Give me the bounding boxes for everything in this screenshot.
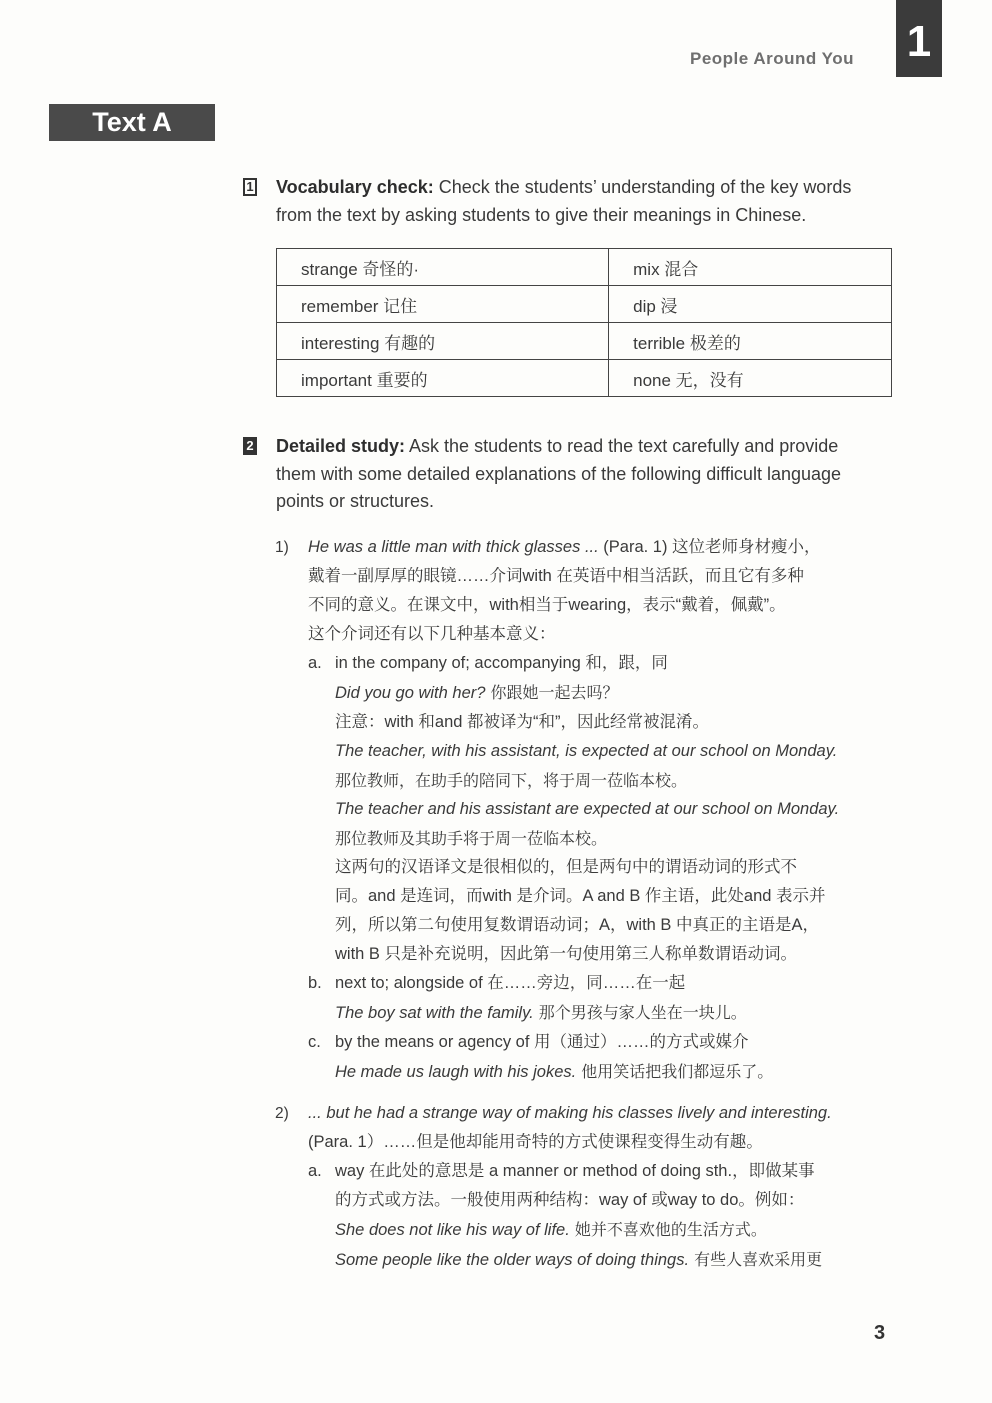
- sub-point-a: [308, 649, 895, 969]
- text-line: 这个介词还有以下几种基本意义：: [308, 625, 556, 643]
- text-line: [335, 678, 895, 708]
- text-line: with B 只是补充说明，因此第一句使用第三人称单数谓语动词。: [335, 945, 798, 963]
- text-line: in the company of; accompanying 和，跟，同: [335, 654, 668, 672]
- sub-point-a: [308, 1157, 895, 1275]
- text-line: 同。and 是连词，而with 是介词。A and B 作主语，此处and 表示并: [335, 887, 826, 905]
- table-row: [277, 286, 892, 323]
- text-line: 列，所以第二句使用复数谓语动词；A，with B 中真正的主语是A，: [335, 916, 820, 934]
- example-en: Some people like the older ways of doing things.: [335, 1251, 690, 1269]
- text-line: [335, 1245, 895, 1275]
- text-line: [335, 795, 895, 824]
- study-point-1: [275, 533, 895, 1087]
- example-en: The boy sat with the family.: [335, 1004, 534, 1022]
- sub-letter: c.: [308, 1033, 321, 1051]
- text-line: [335, 737, 895, 766]
- text-line: 那位教师及其助手将于周一莅临本校。: [335, 829, 608, 848]
- table-cell: terrible 极差的: [609, 323, 892, 360]
- task-vocabulary-check: [243, 174, 893, 229]
- text-line: way 在此处的意思是 a manner or method of doing sth.，即做某事: [335, 1162, 815, 1180]
- text-line: (Para. 1）……但是他却能用奇特的方式使课程变得生动有趣。: [308, 1133, 763, 1151]
- task-line: [276, 433, 893, 461]
- task-number-box: 2: [243, 437, 257, 455]
- point-number: 2): [275, 1105, 289, 1122]
- task-heading: Vocabulary check:: [276, 177, 434, 197]
- example-en: Did you go with her?: [335, 684, 486, 702]
- text-line: 这两句的汉语译文是很相似的，但是两句中的谓语动词的形式不: [335, 858, 797, 876]
- table-cell: remember 记住: [277, 286, 609, 323]
- running-title: People Around You: [690, 49, 855, 68]
- sub-letter: b.: [308, 974, 322, 992]
- text-line: 那位教师，在助手的陪同下，将于周一莅临本校。: [335, 771, 688, 790]
- task-line: from the text by asking students to give their meanings in Chinese.: [276, 204, 807, 225]
- task-detailed-study: [243, 433, 893, 516]
- text-line: 不同的意义。在课文中，with相当于wearing，表示“戴着，佩戴”。: [308, 596, 786, 614]
- text-line: [335, 1057, 895, 1087]
- task-text: Check the students’ understanding of the key words: [433, 177, 852, 197]
- study-point-2: [275, 1099, 895, 1275]
- table-row: [277, 323, 892, 360]
- table-row: [277, 249, 892, 286]
- text-line: [308, 1099, 895, 1128]
- text-line: [335, 998, 895, 1028]
- task-line: points or structures.: [276, 491, 435, 511]
- sub-point-c: [308, 1028, 895, 1087]
- task-number-box: 1: [243, 178, 257, 196]
- table-cell: interesting 有趣的: [277, 323, 609, 360]
- table-cell: dip 浸: [609, 286, 892, 323]
- task-line: them with some detailed explanations of the following difficult language: [276, 463, 842, 484]
- example-en: He made us laugh with his jokes.: [335, 1063, 577, 1081]
- text: (Para. 1) 这位老师身材瘦小，: [598, 538, 821, 556]
- task-text: Ask the students to read the text carefully and provide: [405, 436, 839, 456]
- example-zh: 那个男孩与家人坐在一块儿。: [533, 1003, 747, 1022]
- example-en: She does not like his way of life.: [335, 1221, 570, 1239]
- example-en: The teacher and his assistant are expected at our school on Monday.: [335, 800, 840, 818]
- example-en: The teacher, with his assistant, is expected at our school on Monday.: [335, 742, 838, 760]
- text-line: 的方式或方法。一般使用两种结构：way of 或way to do。例如：: [335, 1191, 805, 1209]
- example-zh: 有些人喜欢采用更: [689, 1250, 823, 1269]
- unit-number-tab: 1: [896, 0, 942, 77]
- example-zh: 你跟她一起去吗？: [485, 683, 619, 702]
- table-cell: mix 混合: [609, 249, 892, 286]
- sub-letter: a.: [308, 654, 322, 672]
- text-line: [308, 533, 895, 562]
- task-heading: Detailed study:: [276, 436, 406, 456]
- text-line: 戴着一副厚厚的眼镜……介词with 在英语中相当活跃，而且它有多种: [308, 567, 804, 585]
- task-line: [276, 174, 893, 202]
- point-number: 1): [275, 539, 289, 556]
- table-cell: none 无，没有: [609, 360, 892, 397]
- page-number: 3: [874, 1322, 886, 1344]
- text-line: [335, 1215, 895, 1245]
- text-line: by the means or agency of 用（通过）……的方式或媒介: [335, 1033, 749, 1051]
- sub-letter: a.: [308, 1162, 322, 1180]
- example-en: ... but he had a strange way of making his classes lively and interesting.: [308, 1104, 832, 1122]
- sub-point-b: [308, 969, 895, 1028]
- text-line: 注意：with 和and 都被译为“和”，因此经常被混淆。: [335, 713, 710, 731]
- table-cell: strange 奇怪的·: [277, 249, 609, 286]
- example-en: He was a little man with thick glasses ...: [308, 538, 599, 556]
- table-cell: important 重要的: [277, 360, 609, 397]
- text-line: next to; alongside of 在……旁边，同……在一起: [335, 974, 686, 992]
- table-row: [277, 360, 892, 397]
- vocabulary-table: [276, 248, 892, 397]
- example-zh: 她并不喜欢他的生活方式。: [569, 1220, 767, 1239]
- example-zh: 他用笑话把我们都逗乐了。: [576, 1062, 774, 1081]
- section-banner: Text A: [49, 104, 215, 141]
